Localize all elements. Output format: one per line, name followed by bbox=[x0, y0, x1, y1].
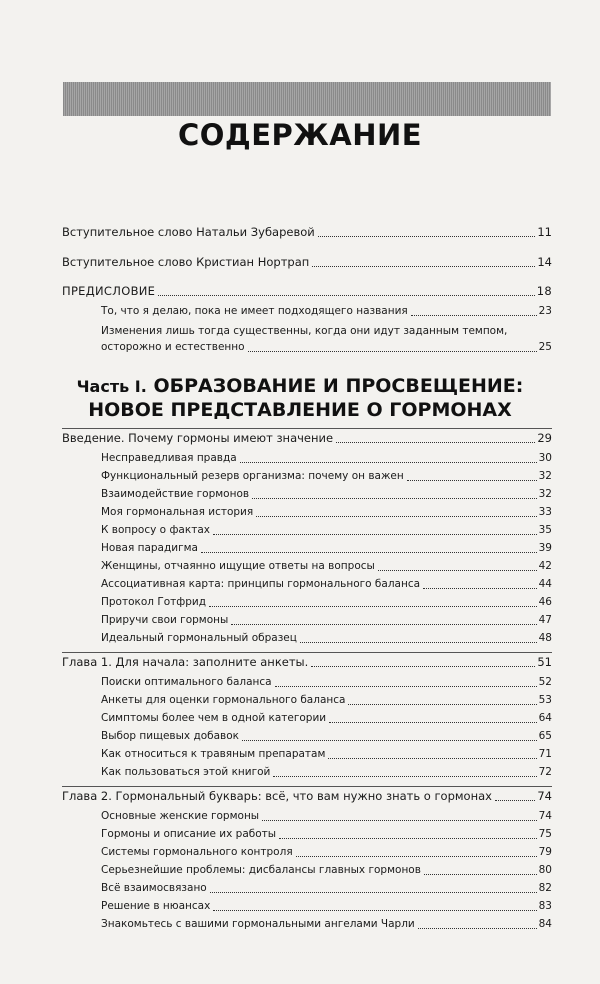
dot-leader bbox=[279, 837, 537, 839]
section-divider bbox=[62, 786, 552, 787]
toc-subentry bbox=[101, 305, 552, 318]
dot-leader bbox=[348, 703, 536, 705]
toc-subentry bbox=[101, 828, 552, 841]
toc-entry-page: 74 bbox=[538, 810, 552, 822]
toc-entry-page: 71 bbox=[538, 748, 552, 760]
dot-leader bbox=[407, 479, 537, 481]
toc-entry-label: К вопросу о фактах bbox=[101, 524, 210, 536]
toc-entry-label: Ассоциативная карта: принципы гормонального баланса bbox=[101, 578, 421, 590]
toc-entry-label: Функциональный резерв организма: почему он важен bbox=[101, 470, 404, 482]
toc-entry-page: 75 bbox=[538, 828, 552, 840]
part-prefix: Часть I. bbox=[76, 377, 147, 396]
page-title: СОДЕРЖАНИЕ bbox=[177, 118, 423, 152]
dot-leader bbox=[273, 775, 536, 777]
toc-entry-page: 83 bbox=[538, 900, 552, 912]
toc-entry-label: Новая парадигма bbox=[101, 542, 198, 554]
toc-entry-page: 39 bbox=[538, 542, 552, 554]
dot-leader bbox=[252, 497, 537, 499]
toc-subentry bbox=[101, 748, 552, 761]
toc-entry-label: осторожно и естественно bbox=[101, 341, 245, 353]
dot-leader bbox=[328, 757, 536, 759]
toc-entry-page: 74 bbox=[537, 789, 552, 803]
toc-entry-label: Системы гормонального контроля bbox=[101, 846, 293, 858]
toc-entry-page: 53 bbox=[538, 694, 552, 706]
toc-entry-label: Как относиться к травяным препаратам bbox=[101, 748, 326, 760]
toc-subentry bbox=[101, 882, 552, 895]
dot-leader bbox=[201, 551, 537, 553]
toc-subentry bbox=[101, 524, 552, 537]
toc-entry-label: Знакомьтесь с вашими гормональными ангелами Чарли bbox=[101, 918, 415, 930]
toc-subentry-wrap-line1: Изменения лишь тогда существенны, когда они идут заданным темпом, bbox=[101, 325, 508, 337]
toc-subentry bbox=[101, 452, 552, 465]
toc-entry-page: 42 bbox=[538, 560, 552, 572]
toc-entry-page: 48 bbox=[538, 632, 552, 644]
toc-entry-label: То, что я делаю, пока не имеет подходящего названия bbox=[101, 305, 408, 317]
toc-entry-page: 52 bbox=[538, 676, 552, 688]
dot-leader bbox=[296, 855, 537, 857]
part-heading-line1 bbox=[0, 375, 600, 397]
toc-subentry bbox=[101, 506, 552, 519]
toc-entry-label: Приручи свои гормоны bbox=[101, 614, 229, 626]
toc-entry-label: ПРЕДИСЛОВИЕ bbox=[62, 284, 156, 298]
toc-entry-label: Серьезнейшие проблемы: дисбалансы главных гормонов bbox=[101, 864, 421, 876]
toc-entry-page: 72 bbox=[538, 766, 552, 778]
toc-entry-foreword-zubareva bbox=[62, 226, 552, 239]
dot-leader bbox=[240, 461, 537, 463]
dot-leader bbox=[318, 235, 536, 237]
section-divider bbox=[62, 428, 552, 429]
toc-entry-label: Несправедливая правда bbox=[101, 452, 237, 464]
toc-entry-page: 80 bbox=[538, 864, 552, 876]
dot-leader bbox=[213, 533, 537, 535]
toc-entry-label: Решение в нюансах bbox=[101, 900, 211, 912]
toc-entry-introduction bbox=[62, 432, 552, 445]
toc-entry-page: 29 bbox=[537, 431, 552, 445]
toc-entry-chapter-1 bbox=[62, 656, 552, 669]
dot-leader bbox=[418, 927, 537, 929]
toc-entry-label: Введение. Почему гормоны имеют значение bbox=[62, 431, 334, 445]
toc-entry-label: Женщины, отчаянно ищущие ответы на вопросы bbox=[101, 560, 375, 572]
toc-entry-page: 30 bbox=[538, 452, 552, 464]
toc-subentry bbox=[101, 542, 552, 555]
dot-leader bbox=[158, 294, 535, 296]
toc-subentry bbox=[101, 846, 552, 859]
toc-entry-chapter-2 bbox=[62, 790, 552, 803]
dot-leader bbox=[242, 739, 537, 741]
toc-entry-label: Основные женские гормоны bbox=[101, 810, 260, 822]
toc-entry-label: Идеальный гормональный образец bbox=[101, 632, 297, 644]
toc-entry-label: Глава 1. Для начала: заполните анкеты. bbox=[62, 655, 309, 669]
toc-entry-page: 32 bbox=[538, 488, 552, 500]
toc-entry-label: Симптомы более чем в одной категории bbox=[101, 712, 327, 724]
dot-leader bbox=[336, 441, 535, 443]
toc-subentry bbox=[101, 560, 552, 573]
toc-subentry bbox=[101, 614, 552, 627]
toc-entry-page: 79 bbox=[538, 846, 552, 858]
toc-entry-label: Вступительное слово Кристиан Нортрап bbox=[62, 255, 310, 269]
toc-entry-page: 25 bbox=[538, 341, 552, 353]
part-title: ОБРАЗОВАНИЕ И ПРОСВЕЩЕНИЕ: bbox=[153, 375, 524, 397]
toc-entry-label: Поиски оптимального баланса bbox=[101, 676, 272, 688]
toc-entry-page: 82 bbox=[538, 882, 552, 894]
toc-entry-page: 23 bbox=[538, 305, 552, 317]
toc-entry-label: Моя гормональная история bbox=[101, 506, 254, 518]
toc-subentry bbox=[101, 810, 552, 823]
toc-subentry bbox=[101, 712, 552, 725]
toc-entry-label: Как пользоваться этой книгой bbox=[101, 766, 271, 778]
toc-entry-page: 51 bbox=[537, 655, 552, 669]
dot-leader bbox=[231, 623, 536, 625]
toc-entry-page: 46 bbox=[538, 596, 552, 608]
toc-entry-preface bbox=[62, 285, 552, 298]
toc-subentry bbox=[101, 730, 552, 743]
dot-leader bbox=[311, 665, 535, 667]
dot-leader bbox=[329, 721, 537, 723]
dot-leader bbox=[248, 350, 537, 352]
toc-entry-page: 65 bbox=[538, 730, 552, 742]
toc-entry-page: 32 bbox=[538, 470, 552, 482]
dot-leader bbox=[213, 909, 536, 911]
toc-subentry bbox=[101, 864, 552, 877]
toc-entry-page: 84 bbox=[538, 918, 552, 930]
toc-subentry bbox=[101, 341, 552, 354]
toc-entry-page: 44 bbox=[538, 578, 552, 590]
toc-subentry bbox=[101, 596, 552, 609]
dot-leader bbox=[210, 891, 537, 893]
dot-leader bbox=[300, 641, 537, 643]
toc-entry-label: Взаимодействие гормонов bbox=[101, 488, 250, 500]
toc-subentry bbox=[101, 918, 552, 931]
toc-entry-page: 35 bbox=[538, 524, 552, 536]
toc-entry-label: Гормоны и описание их работы bbox=[101, 828, 277, 840]
dot-leader bbox=[209, 605, 537, 607]
toc-entry-page: 33 bbox=[538, 506, 552, 518]
toc-subentry bbox=[101, 578, 552, 591]
toc-subentry bbox=[101, 632, 552, 645]
toc-subentry bbox=[101, 676, 552, 689]
dot-leader bbox=[411, 314, 537, 316]
toc-entry-label: Протокол Готфрид bbox=[101, 596, 207, 608]
dot-leader bbox=[495, 799, 535, 801]
toc-entry-label: Глава 2. Гормональный букварь: всё, что вам нужно знать о гормонах bbox=[62, 789, 492, 803]
dot-leader bbox=[312, 265, 535, 267]
dot-leader bbox=[423, 587, 537, 589]
toc-subentry bbox=[101, 900, 552, 913]
toc-entry-page: 18 bbox=[536, 284, 552, 298]
part-heading-line2: НОВОЕ ПРЕДСТАВЛЕНИЕ О ГОРМОНАХ bbox=[88, 399, 512, 421]
dot-leader bbox=[424, 873, 537, 875]
dot-leader bbox=[378, 569, 537, 571]
dot-leader bbox=[256, 515, 536, 517]
toc-entry-foreword-northrup bbox=[62, 256, 552, 269]
toc-entry-page: 64 bbox=[538, 712, 552, 724]
toc-subentry bbox=[101, 470, 552, 483]
dot-leader bbox=[275, 685, 537, 687]
section-divider bbox=[62, 652, 552, 653]
toc-entry-label: Анкеты для оценки гормонального баланса bbox=[101, 694, 346, 706]
toc-subentry bbox=[101, 694, 552, 707]
toc-entry-label: Вступительное слово Натальи Зубаревой bbox=[62, 225, 315, 239]
toc-subentry bbox=[101, 766, 552, 779]
header-bar bbox=[63, 82, 551, 116]
toc-entry-page: 11 bbox=[537, 225, 552, 239]
toc-entry-page: 47 bbox=[538, 614, 552, 626]
toc-entry-label: Выбор пищевых добавок bbox=[101, 730, 240, 742]
toc-subentry bbox=[101, 488, 552, 501]
toc-entry-page: 14 bbox=[537, 255, 552, 269]
toc-entry-label: Всё взаимосвязано bbox=[101, 882, 207, 894]
dot-leader bbox=[262, 819, 537, 821]
